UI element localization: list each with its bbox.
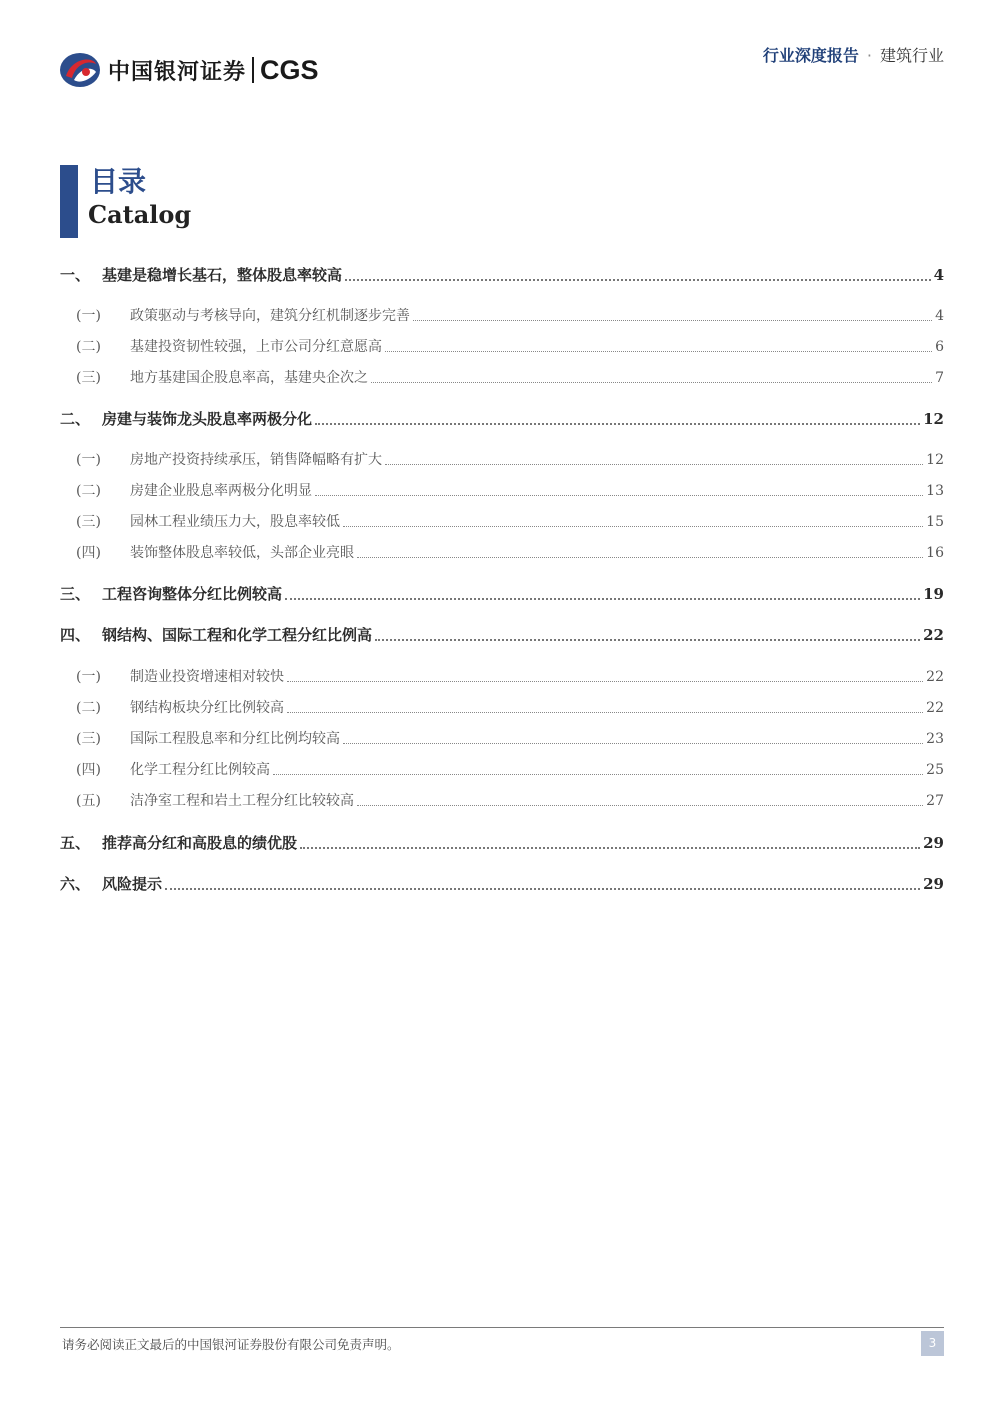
report-category <box>763 43 944 66</box>
toc-page: 4 <box>935 308 944 324</box>
toc-leader <box>285 597 920 600</box>
toc-title: 政策驱动与考核导向，建筑分红机制逐步完善 <box>130 308 410 324</box>
toc-entry[interactable] <box>60 624 944 645</box>
toc-number: (三) <box>76 514 101 530</box>
toc-leader <box>371 381 932 383</box>
logo-chinese-name: 中国银河证券 <box>108 59 247 85</box>
toc-number: (三) <box>76 370 101 386</box>
toc-leader <box>375 638 920 641</box>
toc-leader <box>357 804 923 806</box>
title-accent-bar <box>60 165 78 238</box>
industry-label: 建筑行业 <box>879 46 944 65</box>
toc-page: 25 <box>926 762 944 778</box>
toc-leader <box>287 680 923 682</box>
toc-title: 风险提示 <box>102 875 163 893</box>
toc-leader <box>385 350 932 352</box>
toc-title: 房建企业股息率两极分化明显 <box>130 483 312 499</box>
toc-title: 地方基建国企股息率高，基建央企次之 <box>130 370 368 386</box>
footer-divider <box>60 1327 944 1328</box>
toc-leader <box>273 773 923 775</box>
toc-title: 装饰整体股息率较低，头部企业亮眼 <box>130 545 354 561</box>
toc-title: 工程咨询整体分红比例较高 <box>102 585 283 603</box>
toc-page: 29 <box>923 834 944 852</box>
toc-leader <box>343 525 923 527</box>
toc-number: 六、 <box>60 875 91 893</box>
toc-page: 16 <box>926 545 944 561</box>
footer-disclaimer: 请务必阅读正文最后的中国银河证券股份有限公司免责声明。 <box>62 1337 400 1352</box>
toc-page: 29 <box>923 875 944 893</box>
toc-page: 23 <box>926 731 944 747</box>
toc-title: 洁净室工程和岩土工程分红比较较高 <box>130 793 354 809</box>
toc-leader <box>300 846 920 849</box>
toc-entry[interactable] <box>76 449 944 469</box>
toc-number: (四) <box>76 545 101 561</box>
toc-entry[interactable] <box>76 666 944 686</box>
toc-leader <box>315 422 920 425</box>
toc-title: 制造业投资增速相对较快 <box>130 669 284 685</box>
toc-page: 19 <box>923 585 944 603</box>
toc-number: 三、 <box>60 585 91 603</box>
toc-page: 27 <box>926 793 944 809</box>
header-separator: · <box>866 46 872 65</box>
toc-number: (二) <box>76 483 101 499</box>
toc-title: 基建投资韧性较强，上市公司分红意愿高 <box>130 339 382 355</box>
toc-page: 22 <box>926 700 944 716</box>
toc-entry[interactable] <box>76 305 944 325</box>
toc-page: 7 <box>935 370 944 386</box>
toc-page: 6 <box>935 339 944 355</box>
toc-page: 22 <box>926 669 944 685</box>
toc-number: 四、 <box>60 626 91 644</box>
toc-number: (二) <box>76 339 101 355</box>
page-title: 目录 <box>90 165 147 198</box>
toc-entry[interactable] <box>60 832 944 853</box>
toc-title: 园林工程业绩压力大，股息率较低 <box>130 514 340 530</box>
logo-english-name: CGS <box>260 54 319 85</box>
toc-entry[interactable] <box>76 728 944 748</box>
toc-entry[interactable] <box>76 336 944 356</box>
toc-leader <box>385 463 923 465</box>
toc-number: (五) <box>76 793 101 809</box>
toc-entry[interactable] <box>76 511 944 531</box>
toc-leader <box>413 319 932 321</box>
toc-number: (一) <box>76 308 101 324</box>
toc-page: 15 <box>926 514 944 530</box>
toc-entry[interactable] <box>60 264 944 285</box>
toc-entry[interactable] <box>60 873 944 894</box>
toc-leader <box>315 494 923 496</box>
toc-entry[interactable] <box>76 367 944 387</box>
toc-page: 13 <box>926 483 944 499</box>
toc-title: 国际工程股息率和分红比例均较高 <box>130 731 340 747</box>
galaxy-logo-icon <box>58 50 102 90</box>
toc-number: (一) <box>76 669 101 685</box>
toc-number: (一) <box>76 452 101 468</box>
report-type: 行业深度报告 <box>762 46 859 65</box>
toc-number: 二、 <box>60 410 91 428</box>
toc-title: 房建与装饰龙头股息率两极分化 <box>102 410 313 428</box>
toc-title: 房地产投资持续承压，销售降幅略有扩大 <box>130 452 382 468</box>
toc-entry[interactable] <box>76 542 944 562</box>
company-logo <box>58 50 319 90</box>
toc-title: 基建是稳增长基石，整体股息率较高 <box>102 266 343 284</box>
toc-number: (四) <box>76 762 101 778</box>
toc-entry[interactable] <box>60 408 944 429</box>
logo-divider <box>252 57 254 83</box>
toc-number: (三) <box>76 731 101 747</box>
page-number: 3 <box>921 1331 944 1356</box>
toc-number: 一、 <box>60 266 91 284</box>
toc-entry[interactable] <box>76 480 944 500</box>
toc-leader <box>165 887 920 890</box>
toc-title: 推荐高分红和高股息的绩优股 <box>102 834 298 852</box>
toc-entry[interactable] <box>76 790 944 810</box>
toc-entry[interactable] <box>76 759 944 779</box>
toc-title: 钢结构、国际工程和化学工程分红比例高 <box>102 626 373 644</box>
toc-entry[interactable] <box>76 697 944 717</box>
toc-leader <box>357 556 923 558</box>
toc-page: 4 <box>933 266 944 284</box>
toc-entry[interactable] <box>60 583 944 604</box>
toc-title: 钢结构板块分红比例较高 <box>130 700 284 716</box>
toc-number: 五、 <box>60 834 91 852</box>
toc-leader <box>345 278 931 281</box>
toc-number: (二) <box>76 700 101 716</box>
toc-title: 化学工程分红比例较高 <box>130 762 270 778</box>
toc-page: 12 <box>923 410 944 428</box>
toc-page: 22 <box>923 626 944 644</box>
toc-leader <box>343 742 923 744</box>
toc-leader <box>287 711 923 713</box>
toc-page: 12 <box>926 452 944 468</box>
page-subtitle: Catalog <box>88 200 192 229</box>
